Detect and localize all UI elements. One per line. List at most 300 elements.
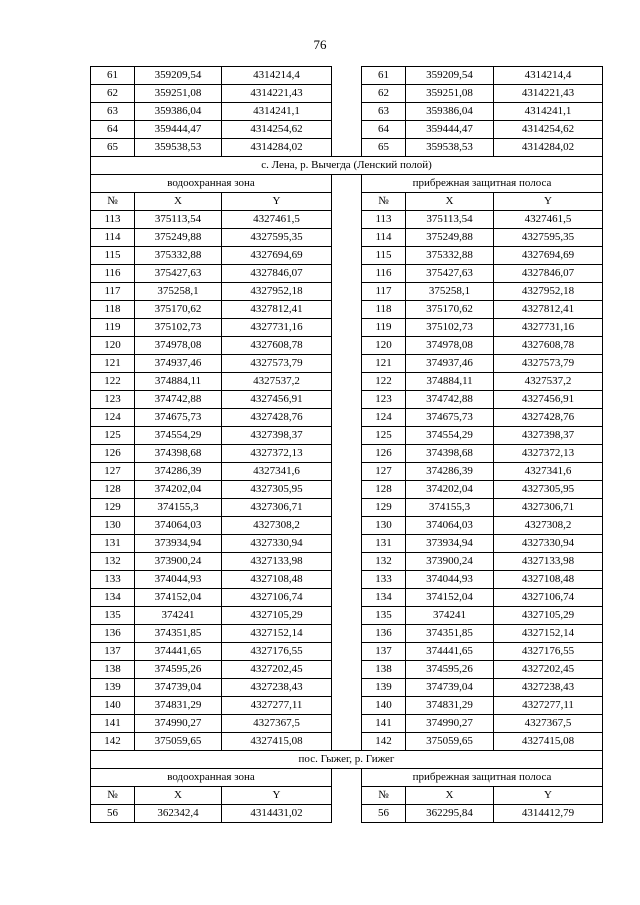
table-cell: 373900,24 [135,553,222,571]
table-cell: 136 [91,625,135,643]
table-cell: 120 [91,337,135,355]
column-gap [332,535,362,553]
column-gap [332,211,362,229]
table-cell: 137 [91,643,135,661]
table-row [91,319,603,337]
table-cell: 4327308,2 [494,517,603,535]
table-cell: 374241 [406,607,494,625]
column-gap [332,553,362,571]
table-row [91,517,603,535]
table-cell: 375258,1 [406,283,494,301]
table-row [91,553,603,571]
table-cell: 374152,04 [135,589,222,607]
table-cell: 4327238,43 [494,679,603,697]
table-row [91,103,603,121]
table-cell: 134 [91,589,135,607]
table-cell: 61 [362,67,406,85]
table-cell: 4314284,02 [222,139,332,157]
table-cell: 137 [362,643,406,661]
column-gap [332,715,362,733]
table-cell: 126 [91,445,135,463]
column-gap [332,121,362,139]
column-gap [332,283,362,301]
column-gap [332,571,362,589]
table-cell: 135 [362,607,406,625]
table-cell: 65 [91,139,135,157]
table-cell: 374739,04 [135,679,222,697]
left-zone-label: водоохранная зона [91,769,332,787]
table-cell: 123 [362,391,406,409]
table-cell: 114 [362,229,406,247]
right-zone-label: прибрежная защитная полоса [362,175,603,193]
table-cell: 4327537,2 [222,373,332,391]
table-row [91,571,603,589]
table-cell: 359209,54 [406,67,494,85]
table-cell: 64 [91,121,135,139]
column-gap [332,193,362,211]
column-header-row [91,193,603,211]
table-cell: 375249,88 [406,229,494,247]
table-cell: 4327108,48 [494,571,603,589]
table-cell: 374595,26 [135,661,222,679]
table-cell: 359209,54 [135,67,222,85]
table-cell: 374398,68 [135,445,222,463]
table-cell: 4327595,35 [494,229,603,247]
table-cell: 61 [91,67,135,85]
table-cell: 4314214,4 [222,67,332,85]
table-row [91,67,603,85]
table-cell: 4327308,2 [222,517,332,535]
column-header: X [135,787,222,805]
table-row [91,697,603,715]
column-gap [332,319,362,337]
column-gap [332,337,362,355]
table-cell: 375102,73 [406,319,494,337]
table-cell: 375113,54 [406,211,494,229]
table-cell: 4314214,4 [494,67,603,85]
table-row [91,337,603,355]
table-cell: 131 [91,535,135,553]
column-gap [332,661,362,679]
table-cell: 4327846,07 [222,265,332,283]
table-cell: 4327176,55 [494,643,603,661]
table-cell: 359251,08 [406,85,494,103]
table-cell: 4327367,5 [494,715,603,733]
table-cell: 56 [91,805,135,823]
table-cell: 362295,84 [406,805,494,823]
table-row [91,265,603,283]
table-cell: 134 [362,589,406,607]
table-cell: 375170,62 [406,301,494,319]
table-cell: 4327456,91 [494,391,603,409]
table-cell: 4327367,5 [222,715,332,733]
table-cell: 64 [362,121,406,139]
table-cell: 138 [362,661,406,679]
table-cell: 128 [91,481,135,499]
table-cell: 142 [91,733,135,751]
table-cell: 115 [91,247,135,265]
table-cell: 4327176,55 [222,643,332,661]
table-cell: 4327202,45 [222,661,332,679]
column-gap [332,409,362,427]
table-cell: 4314412,79 [494,805,603,823]
section-title: пос. Гыжег, р. Гижег [91,751,603,769]
table-cell: 4327372,13 [494,445,603,463]
table-cell: 375059,65 [406,733,494,751]
table-cell: 140 [91,697,135,715]
table-cell: 130 [91,517,135,535]
table-cell: 4327812,41 [222,301,332,319]
column-gap [332,517,362,535]
section-title-row [91,157,603,175]
table-cell: 4327105,29 [494,607,603,625]
table-row [91,211,603,229]
table-row [91,643,603,661]
table-cell: 125 [91,427,135,445]
table-cell: 374241 [135,607,222,625]
table-cell: 139 [362,679,406,697]
table-cell: 374155,3 [406,499,494,517]
table-cell: 359251,08 [135,85,222,103]
table-cell: 4327133,98 [222,553,332,571]
table-cell: 374884,11 [406,373,494,391]
table-cell: 133 [91,571,135,589]
table-row [91,139,603,157]
section-title: с. Лена, р. Вычегда (Ленский полой) [91,157,603,175]
table-cell: 139 [91,679,135,697]
table-cell: 4327372,13 [222,445,332,463]
table-cell: 113 [362,211,406,229]
column-header: Y [222,787,332,805]
column-header: Y [494,787,603,805]
table-cell: 62 [91,85,135,103]
table-cell: 124 [362,409,406,427]
column-gap [332,481,362,499]
table-cell: 4327694,69 [222,247,332,265]
coordinates-table [90,66,603,823]
table-cell: 120 [362,337,406,355]
table-cell: 4327952,18 [494,283,603,301]
table-row [91,409,603,427]
column-gap [332,175,362,193]
table-cell: 374990,27 [406,715,494,733]
table-cell: 4327573,79 [222,355,332,373]
table-cell: 375102,73 [135,319,222,337]
column-gap [332,103,362,121]
table-row [91,733,603,751]
table-cell: 4327398,37 [494,427,603,445]
table-cell: 63 [362,103,406,121]
table-row [91,661,603,679]
table-cell: 122 [362,373,406,391]
table-row [91,499,603,517]
table-cell: 374064,03 [135,517,222,535]
column-gap [332,247,362,265]
table-row [91,229,603,247]
table-cell: 4314221,43 [222,85,332,103]
table-cell: 359386,04 [135,103,222,121]
table-cell: 374675,73 [135,409,222,427]
table-cell: 142 [362,733,406,751]
table-cell: 374064,03 [406,517,494,535]
table-cell: 374742,88 [135,391,222,409]
table-cell: 4327461,5 [494,211,603,229]
table-row [91,715,603,733]
table-cell: 374978,08 [406,337,494,355]
table-row [91,805,603,823]
table-cell: 127 [362,463,406,481]
column-gap [332,427,362,445]
table-cell: 4327341,6 [494,463,603,481]
table-cell: 138 [91,661,135,679]
right-zone-label: прибрежная защитная полоса [362,769,603,787]
table-cell: 359444,47 [406,121,494,139]
table-cell: 126 [362,445,406,463]
table-cell: 4327330,94 [222,535,332,553]
table-cell: 4327812,41 [494,301,603,319]
table-cell: 374202,04 [406,481,494,499]
table-cell: 4327133,98 [494,553,603,571]
column-gap [332,373,362,391]
column-gap [332,85,362,103]
table-cell: 113 [91,211,135,229]
table-cell: 4327341,6 [222,463,332,481]
table-cell: 374152,04 [406,589,494,607]
table-cell: 375059,65 [135,733,222,751]
column-header: № [91,787,135,805]
table-cell: 374286,39 [135,463,222,481]
table-cell: 119 [362,319,406,337]
table-cell: 359538,53 [135,139,222,157]
table-row [91,481,603,499]
table-cell: 374831,29 [406,697,494,715]
table-cell: 374441,65 [406,643,494,661]
table-cell: 374595,26 [406,661,494,679]
table-row [91,535,603,553]
table-cell: 121 [91,355,135,373]
table-cell: 374742,88 [406,391,494,409]
table-cell: 374739,04 [406,679,494,697]
table-cell: 375258,1 [135,283,222,301]
table-cell: 129 [91,499,135,517]
table-cell: 4327595,35 [222,229,332,247]
table-cell: 375249,88 [135,229,222,247]
table-cell: 136 [362,625,406,643]
zone-header-row [91,175,603,193]
column-gap [332,643,362,661]
table-cell: 4327428,76 [494,409,603,427]
table-cell: 4327105,29 [222,607,332,625]
table-cell: 128 [362,481,406,499]
table-cell: 4314284,02 [494,139,603,157]
table-cell: 132 [362,553,406,571]
table-cell: 4327694,69 [494,247,603,265]
table-cell: 4314431,02 [222,805,332,823]
table-cell: 4314241,1 [222,103,332,121]
table-cell: 4327277,11 [222,697,332,715]
table-cell: 118 [362,301,406,319]
table-cell: 375332,88 [135,247,222,265]
table-cell: 127 [91,463,135,481]
table-cell: 131 [362,535,406,553]
table-cell: 374155,3 [135,499,222,517]
table-cell: 373934,94 [135,535,222,553]
table-cell: 4327456,91 [222,391,332,409]
left-zone-label: водоохранная зона [91,175,332,193]
column-gap [332,301,362,319]
table-cell: 4327731,16 [222,319,332,337]
table-cell: 4314254,62 [494,121,603,139]
table-cell: 374044,93 [135,571,222,589]
table-cell: 375427,63 [135,265,222,283]
table-cell: 119 [91,319,135,337]
column-gap [332,463,362,481]
table-cell: 374884,11 [135,373,222,391]
table-cell: 4314254,62 [222,121,332,139]
table-cell: 359538,53 [406,139,494,157]
zone-header-row [91,769,603,787]
column-gap [332,445,362,463]
table-cell: 4327152,14 [222,625,332,643]
table-cell: 135 [91,607,135,625]
table-cell: 374990,27 [135,715,222,733]
table-cell: 4327573,79 [494,355,603,373]
table-cell: 4327106,74 [222,589,332,607]
table-cell: 4327277,11 [494,697,603,715]
table-cell: 130 [362,517,406,535]
page-number: 76 [313,37,327,52]
table-cell: 117 [362,283,406,301]
table-cell: 121 [362,355,406,373]
section-title-row [91,751,603,769]
column-gap [332,733,362,751]
column-gap [332,607,362,625]
table-row [91,391,603,409]
table-cell: 116 [91,265,135,283]
table-cell: 374044,93 [406,571,494,589]
table-cell: 4327415,08 [494,733,603,751]
column-header: X [406,787,494,805]
table-cell: 62 [362,85,406,103]
table-cell: 4327428,76 [222,409,332,427]
table-cell: 132 [91,553,135,571]
table-cell: 4327846,07 [494,265,603,283]
column-header-row [91,787,603,805]
table-cell: 141 [91,715,135,733]
table-cell: 4327306,71 [222,499,332,517]
column-gap [332,805,362,823]
table-cell: 123 [91,391,135,409]
table-cell: 375113,54 [135,211,222,229]
table-cell: 4327731,16 [494,319,603,337]
table-row [91,625,603,643]
table-cell: 374554,29 [135,427,222,445]
column-gap [332,229,362,247]
column-gap [332,67,362,85]
table-cell: 4314241,1 [494,103,603,121]
table-cell: 374398,68 [406,445,494,463]
column-gap [332,265,362,283]
table-cell: 374937,46 [406,355,494,373]
table-cell: 4327106,74 [494,589,603,607]
table-cell: 4327305,95 [494,481,603,499]
table-cell: 140 [362,697,406,715]
table-row [91,589,603,607]
table-cell: 4327108,48 [222,571,332,589]
table-cell: 374202,04 [135,481,222,499]
table-cell: 374286,39 [406,463,494,481]
table-cell: 63 [91,103,135,121]
table-cell: 122 [91,373,135,391]
table-row [91,301,603,319]
table-row [91,283,603,301]
table-row [91,679,603,697]
column-gap [332,787,362,805]
table-cell: 4327608,78 [222,337,332,355]
table-row [91,373,603,391]
table-cell: 4327238,43 [222,679,332,697]
table-cell: 116 [362,265,406,283]
column-header: № [91,193,135,211]
table-cell: 374978,08 [135,337,222,355]
table-cell: 4327608,78 [494,337,603,355]
table-cell: 117 [91,283,135,301]
table-cell: 359444,47 [135,121,222,139]
table-cell: 359386,04 [406,103,494,121]
column-header: X [406,193,494,211]
table-cell: 133 [362,571,406,589]
table-row [91,463,603,481]
table-cell: 374554,29 [406,427,494,445]
table-cell: 374937,46 [135,355,222,373]
table-cell: 4327415,08 [222,733,332,751]
column-gap [332,499,362,517]
table-row [91,445,603,463]
table-cell: 4327202,45 [494,661,603,679]
table-cell: 375170,62 [135,301,222,319]
table-row [91,85,603,103]
column-header: Y [494,193,603,211]
table-cell: 114 [91,229,135,247]
table-cell: 374675,73 [406,409,494,427]
table-cell: 374831,29 [135,697,222,715]
table-row [91,427,603,445]
table-cell: 374351,85 [406,625,494,643]
column-gap [332,391,362,409]
table-cell: 375332,88 [406,247,494,265]
table-cell: 4327330,94 [494,535,603,553]
table-cell: 374351,85 [135,625,222,643]
column-gap [332,625,362,643]
table-cell: 373900,24 [406,553,494,571]
table-cell: 373934,94 [406,535,494,553]
table-cell: 362342,4 [135,805,222,823]
table-row [91,247,603,265]
table-cell: 4327537,2 [494,373,603,391]
table-cell: 4327461,5 [222,211,332,229]
column-gap [332,355,362,373]
column-header: X [135,193,222,211]
table-cell: 4327952,18 [222,283,332,301]
table-cell: 65 [362,139,406,157]
table-cell: 115 [362,247,406,265]
table-cell: 141 [362,715,406,733]
table-cell: 56 [362,805,406,823]
column-header: № [362,193,406,211]
table-cell: 375427,63 [406,265,494,283]
column-gap [332,679,362,697]
column-gap [332,589,362,607]
